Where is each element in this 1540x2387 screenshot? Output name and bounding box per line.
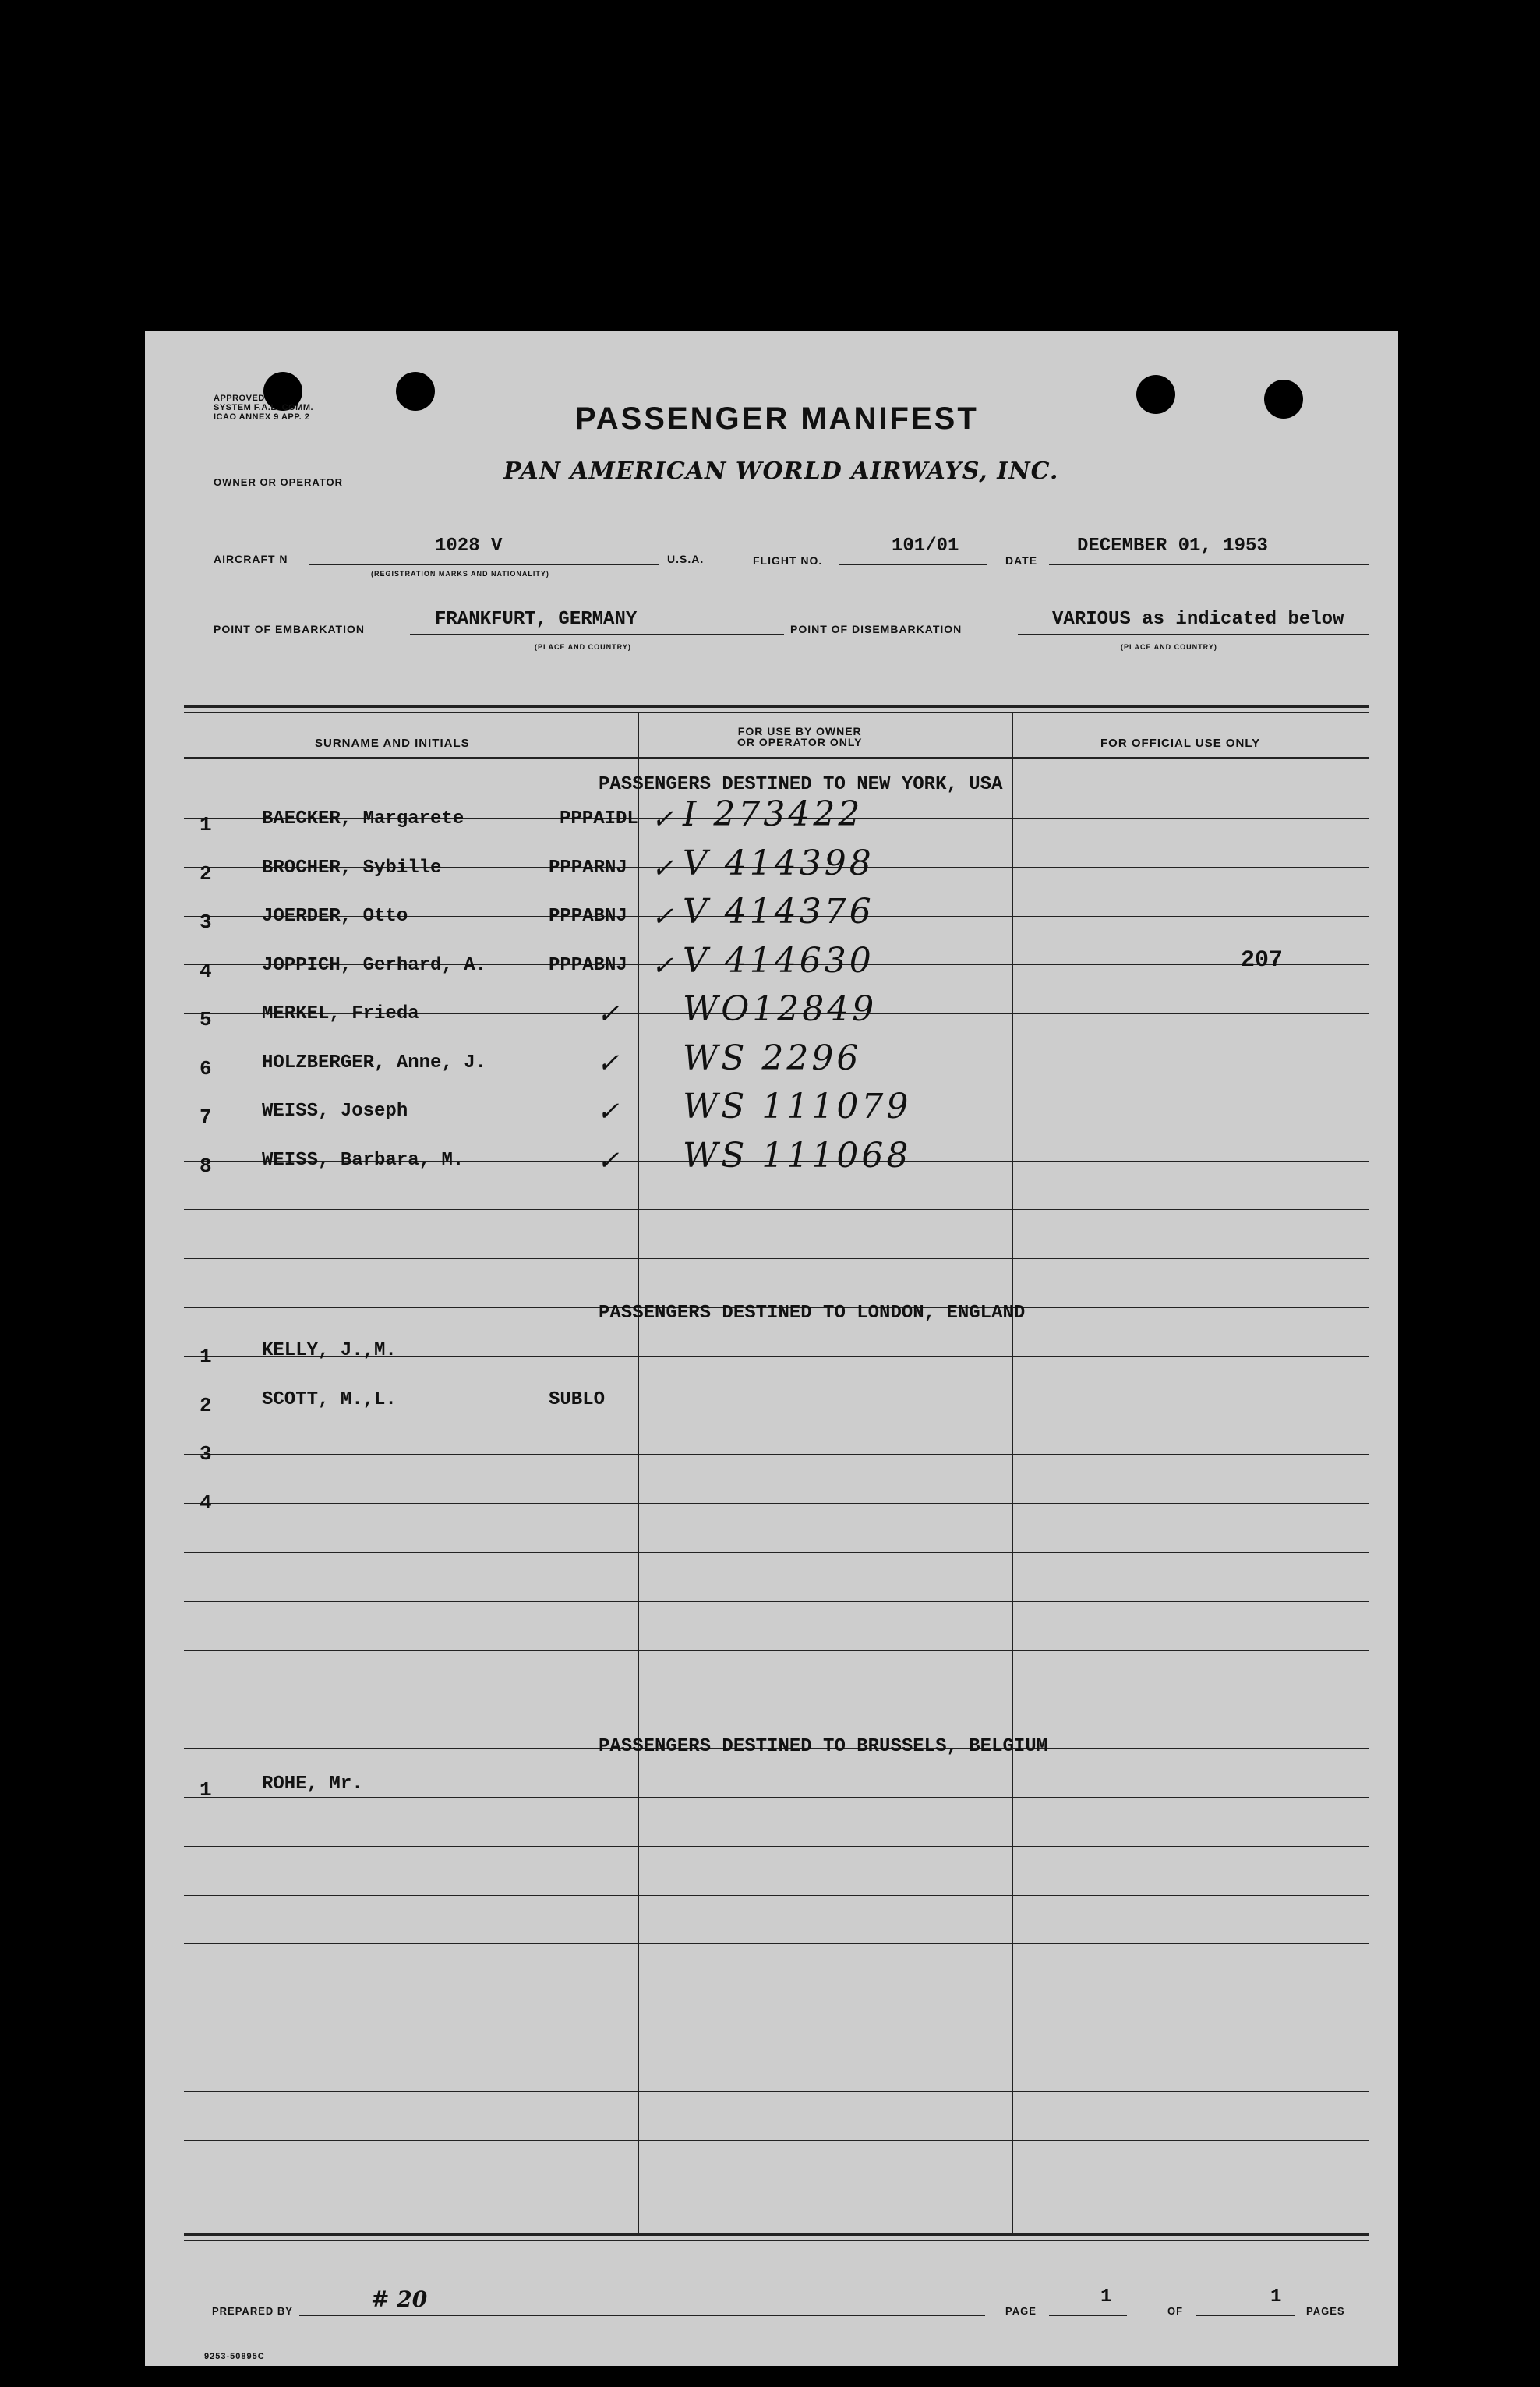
manifest-sheet [145, 331, 1398, 2366]
handwritten-number: WS 2296 [683, 1038, 862, 1078]
table-bottom-rule [184, 2233, 1369, 2236]
ruled-line [184, 1601, 1369, 1602]
handwritten-number: V 414398 [683, 843, 874, 883]
ruled-line [184, 2091, 1369, 2092]
check-mark: ✓ [597, 1144, 620, 1176]
flight-value: 101/01 [892, 536, 959, 557]
prepared-underline [299, 2315, 985, 2316]
row-number: 1 [200, 1778, 212, 1802]
ruled-line [184, 1846, 1369, 1847]
check-mark: ✓ [597, 999, 620, 1030]
passenger-code: PPPAIDL [560, 808, 638, 829]
date-value: DECEMBER 01, 1953 [1077, 536, 1268, 557]
row-number: 4 [200, 959, 212, 983]
col-owner: FOR USE BY OWNER OR OPERATOR ONLY [737, 725, 863, 748]
row-number: 5 [200, 1008, 212, 1031]
passenger-code: PPPABNJ [549, 954, 627, 976]
passenger-name: KELLY, J.,M. [262, 1340, 397, 1361]
table-top-rule [184, 712, 1369, 713]
passenger-name: BAECKER, Margarete [262, 808, 464, 829]
row-number: 3 [200, 911, 212, 934]
ruled-line [184, 2140, 1369, 2141]
embark-underline [410, 634, 784, 635]
disembark-value: VARIOUS as indicated below [1052, 609, 1344, 630]
header-rule [184, 757, 1369, 759]
ruled-line [184, 1943, 1369, 1944]
owner-label: OWNER OR OPERATOR [214, 476, 344, 488]
flight-underline [839, 564, 987, 565]
check-mark: ✓ [652, 949, 674, 981]
passenger-name: JOERDER, Otto [262, 906, 408, 927]
of-label: OF [1167, 2305, 1184, 2317]
check-mark: ✓ [652, 804, 674, 835]
passenger-name: BROCHER, Sybille [262, 857, 442, 879]
punch-hole [1136, 375, 1175, 414]
pages-value: 1 [1270, 2286, 1282, 2307]
page-value: 1 [1100, 2286, 1112, 2307]
page-label: PAGE [1005, 2305, 1037, 2317]
check-mark: ✓ [597, 1047, 620, 1079]
passenger-name: MERKEL, Frieda [262, 1003, 419, 1024]
date-underline [1049, 564, 1369, 565]
ruled-line [184, 1650, 1369, 1651]
embark-label: POINT OF EMBARKATION [214, 623, 365, 635]
row-number: 4 [200, 1491, 212, 1515]
form-number: 9253-50895C [204, 2352, 265, 2361]
column-divider [638, 712, 639, 2233]
page-title: PASSENGER MANIFEST [575, 401, 979, 436]
passenger-code: PPPABNJ [549, 906, 627, 927]
check-mark: ✓ [652, 901, 674, 932]
passenger-code: SUBLO [549, 1388, 606, 1410]
punch-hole [396, 372, 435, 411]
row-number: 3 [200, 1442, 212, 1466]
flight-label: FLIGHT NO. [753, 554, 823, 567]
handwritten-number: V 414630 [683, 940, 874, 981]
row-number: 6 [200, 1056, 212, 1080]
ruled-line [184, 1552, 1369, 1553]
ruled-line [184, 1895, 1369, 1896]
passenger-name: HOLZBERGER, Anne, J. [262, 1052, 487, 1073]
row-number: 8 [200, 1154, 212, 1178]
passenger-name: ROHE, Mr. [262, 1773, 363, 1795]
row-number: 1 [200, 813, 212, 836]
disembark-underline [1018, 634, 1369, 635]
group-heading: PASSENGERS DESTINED TO NEW YORK, USA [599, 774, 1003, 795]
punch-hole [1264, 380, 1303, 419]
passenger-name: WEISS, Joseph [262, 1101, 408, 1122]
disembark-sub: (PLACE AND COUNTRY) [1121, 643, 1217, 651]
passenger-name: SCOTT, M.,L. [262, 1388, 397, 1410]
passenger-code: PPPARNJ [549, 857, 627, 879]
ruled-line [184, 1454, 1369, 1455]
approval-stamp: APPROVED SYSTEM F.A.L. COMM. ICAO ANNEX 9 APP. 2 [214, 394, 314, 422]
row-number: 2 [200, 1393, 212, 1417]
row-number: 7 [200, 1105, 212, 1129]
row-number: 2 [200, 861, 212, 886]
page-underline [1049, 2315, 1127, 2316]
ruled-line [184, 1503, 1369, 1504]
row-number: 1 [200, 1345, 212, 1368]
handwritten-number: WS 111079 [683, 1087, 912, 1126]
table-top-rule [184, 705, 1369, 708]
group-heading: PASSENGERS DESTINED TO BRUSSELS, BELGIUM [599, 1736, 1048, 1757]
check-mark: ✓ [597, 1096, 620, 1127]
handwritten-number: V 414376 [683, 892, 874, 932]
prepared-label: PREPARED BY [212, 2305, 293, 2317]
column-divider [1012, 712, 1013, 2233]
table-bottom-rule [184, 2240, 1369, 2241]
check-mark: ✓ [652, 852, 674, 884]
embark-value: FRANKFURT, GERMANY [435, 609, 638, 630]
embark-sub: (PLACE AND COUNTRY) [535, 643, 631, 651]
group-heading: PASSENGERS DESTINED TO LONDON, ENGLAND [599, 1303, 1026, 1324]
pages-label: PAGES [1306, 2305, 1345, 2317]
aircraft-underline [309, 564, 659, 565]
disembark-label: POINT OF DISEMBARKATION [790, 623, 962, 635]
col-surname: SURNAME AND INITIALS [315, 737, 470, 750]
handwritten-number: WO12849 [683, 989, 878, 1029]
usa-label: U.S.A. [667, 553, 705, 565]
official-number: 207 [1241, 947, 1284, 974]
aircraft-sub: (REGISTRATION MARKS AND NATIONALITY) [371, 570, 549, 578]
handwritten-number: WS 111068 [683, 1135, 912, 1176]
col-official: FOR OFFICIAL USE ONLY [1100, 737, 1261, 750]
passenger-name: WEISS, Barbara, M. [262, 1149, 464, 1171]
ruled-line [184, 1258, 1369, 1259]
ruled-line [184, 1797, 1369, 1798]
of-underline [1196, 2315, 1295, 2316]
passenger-name: JOPPICH, Gerhard, A. [262, 954, 487, 976]
prepared-value: # 20 [371, 2286, 428, 2312]
date-label: DATE [1005, 554, 1038, 567]
ruled-line [184, 1209, 1369, 1210]
handwritten-number: I 273422 [683, 794, 864, 834]
aircraft-value: 1028 V [435, 536, 503, 557]
airline-name: PAN AMERICAN WORLD AIRWAYS, INC. [503, 458, 1059, 485]
aircraft-label: AIRCRAFT N [214, 553, 288, 565]
